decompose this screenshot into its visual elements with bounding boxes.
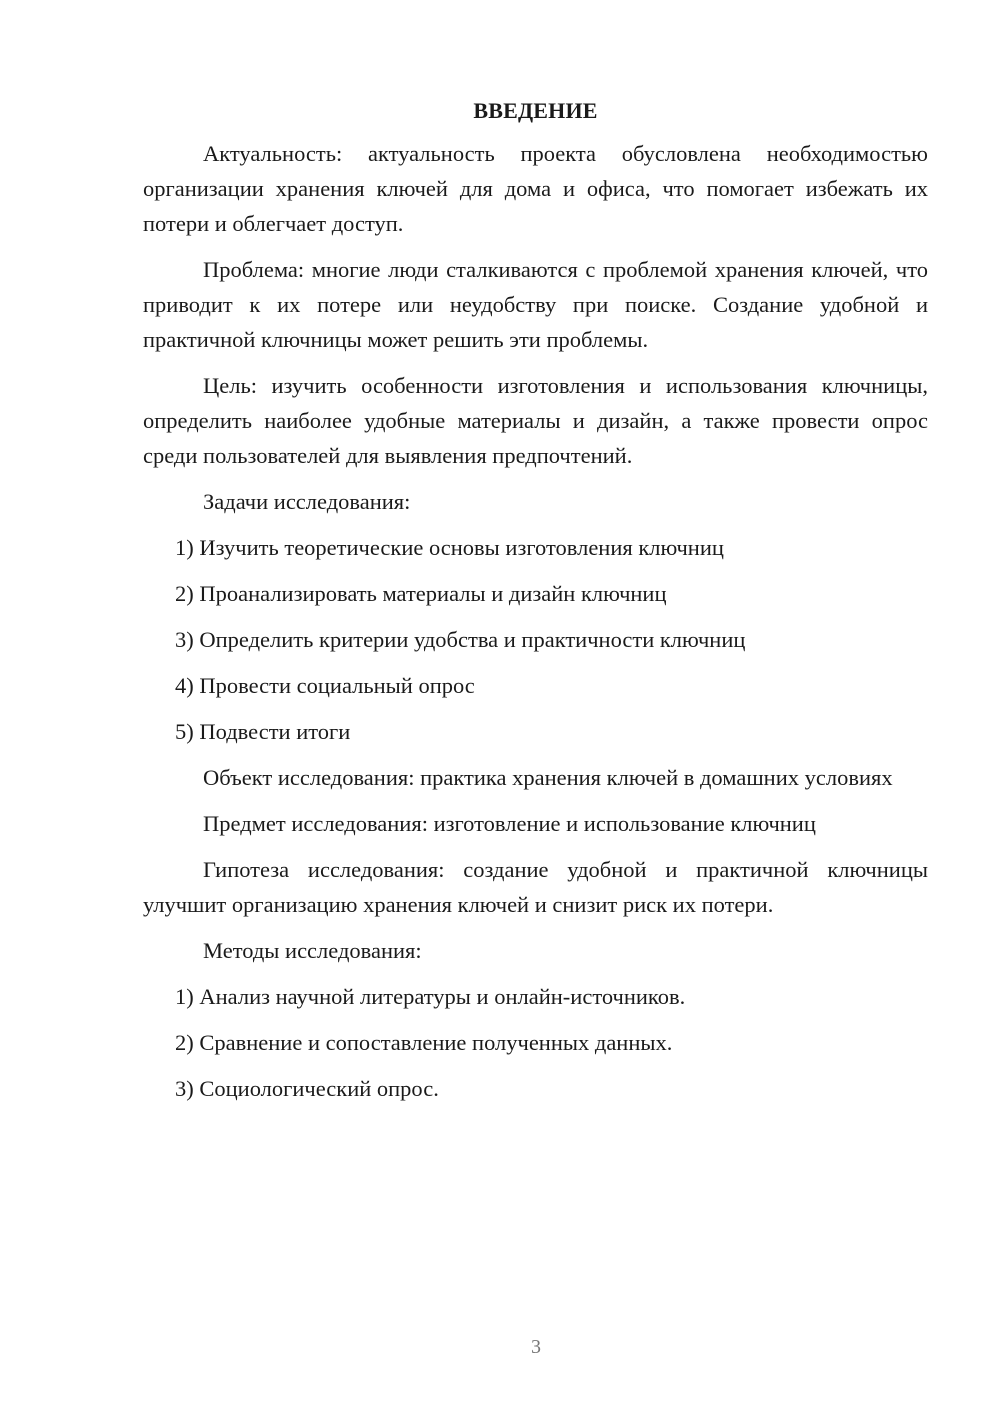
task-item: 2) Проанализировать материалы и дизайн ключниц: [175, 581, 667, 606]
document-page: [143, 95, 928, 1117]
hypothesis-paragraph: Гипотеза исследования: создание удобной и практичной ключницы улучшит организацию хранения ключей и снизит риск их потери.: [143, 857, 928, 917]
object-paragraph: Объект исследования: практика хранения ключей в домашних условиях: [203, 765, 893, 790]
method-item: 1) Анализ научной литературы и онлайн-источников.: [175, 984, 686, 1009]
task-item: 4) Провести социальный опрос: [175, 673, 475, 698]
task-item: 3) Определить критерии удобства и практичности ключниц: [175, 627, 746, 652]
subject-paragraph: Предмет исследования: изготовление и использование ключниц: [203, 811, 816, 836]
task-item: 5) Подвести итоги: [175, 719, 351, 744]
method-item: 2) Сравнение и сопоставление полученных данных.: [175, 1030, 673, 1055]
tasks-list: [143, 530, 928, 749]
problem-paragraph: Проблема: многие люди сталкиваются с проблемой хранения ключей, что приводит к их потере или неудобству при поиске. Создание удобной и практичной ключницы может решить эти проблемы.: [143, 257, 928, 352]
goal-paragraph: Цель: изучить особенности изготовления и использования ключницы, определить наиболее удобные материалы и дизайн, а также провести опрос среди пользователей для выявления предпочтений.: [143, 373, 928, 468]
relevance-paragraph: Актуальность: актуальность проекта обусловлена необходимостью организации хранения ключей для дома и офиса, что помогает избежать их потери и облегчает доступ.: [143, 141, 928, 236]
method-item: 3) Социологический опрос.: [175, 1076, 439, 1101]
tasks-label: Задачи исследования:: [203, 489, 411, 514]
page-number: 3: [531, 1336, 541, 1358]
methods-label: Методы исследования:: [203, 938, 422, 963]
document-title: ВВЕДЕНИЕ: [473, 98, 598, 123]
methods-list: [143, 979, 928, 1106]
task-item: 1) Изучить теоретические основы изготовления ключниц: [175, 535, 724, 560]
